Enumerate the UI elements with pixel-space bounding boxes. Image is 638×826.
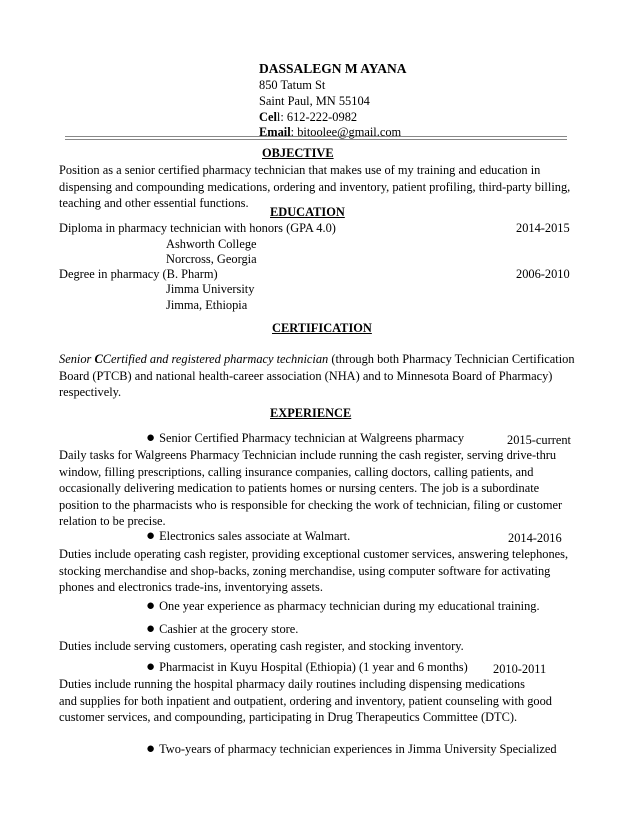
job-title: ● Cashier at the grocery store.: [146, 621, 299, 637]
education-location: Norcross, Georgia: [166, 252, 257, 266]
bullet-icon: ●: [146, 621, 156, 637]
certification-heading: CERTIFICATION: [272, 321, 372, 335]
job-description: Duties include running the hospital pharmacy daily routines including dispensing medications and supplies for both inpatient and outpatient, ordering and inventory, patient counseling with good customer services, and compounding, participating in Drug Therapeutics Committee (DTC).: [59, 677, 552, 725]
header-divider-2: [65, 139, 567, 140]
bullet-icon: ●: [146, 598, 156, 614]
cert-line1-rest: (through both Pharmacy Technician Certification: [328, 352, 575, 366]
bullet-icon: ●: [146, 659, 156, 675]
job-years: 2014-2016: [508, 531, 562, 545]
bullet-icon: ●: [146, 741, 156, 757]
address-line-1: 850 Tatum St: [259, 78, 326, 92]
address-line-2: Saint Paul, MN 55104: [259, 94, 370, 108]
job-years: 2010-2011: [493, 662, 547, 676]
education-school: Ashworth College: [166, 237, 257, 251]
certification-line: [59, 351, 579, 368]
certification-line: respectively.: [59, 385, 122, 400]
education-heading: EDUCATION: [270, 205, 345, 219]
experience-heading: EXPERIENCE: [270, 406, 352, 420]
job-title: ● Electronics sales associate at Walmart.: [146, 528, 351, 544]
job-title: ● Senior Certified Pharmacy technician at Walgreens pharmacy: [146, 430, 465, 446]
email-label: Email: [259, 125, 291, 139]
cert-italic-c: C: [94, 352, 103, 366]
education-degree: Diploma in pharmacy technician with honors (GPA 4.0): [59, 221, 336, 235]
applicant-name: DASSALEGN M AYANA: [259, 61, 407, 76]
objective-line: teaching and other essential functions.: [59, 196, 249, 211]
certification-line: Board (PTCB) and national health-career association (NHA) and to Minnesota Board of Pharmacy): [59, 368, 553, 383]
bullet-icon: ●: [146, 528, 156, 544]
objective-line: Position as a senior certified pharmacy technician that makes use of my training and education in: [59, 163, 541, 177]
email-value: : bitoolee@gmail.com: [290, 125, 402, 139]
education-location: Jimma, Ethiopia: [166, 298, 248, 312]
objective-line: dispensing and compounding medications, ordering and inventory, patient profiling, third-party billing,: [59, 179, 571, 194]
header-divider: [65, 136, 567, 137]
job-title: ● One year experience as pharmacy technician during my educational training.: [146, 598, 540, 614]
education-years: 2006-2010: [516, 267, 570, 281]
job-description: Duties include serving customers, operating cash register, and stocking inventory.: [59, 639, 464, 653]
education-school: Jimma University: [166, 282, 255, 296]
bullet-icon: ●: [146, 430, 156, 446]
job-title: ● Pharmacist in Kuyu Hospital (Ethiopia) (1 year and 6 months): [146, 659, 468, 675]
cert-italic-a: Senior: [59, 352, 95, 366]
phone-value: l: 612-222-0982: [276, 110, 358, 124]
cert-italic-b: Certified and registered pharmacy technician: [102, 352, 329, 366]
job-description: Daily tasks for Walgreens Pharmacy Technician include running the cash register, serving drive-thru window, filling prescriptions, calling insurance companies, calling doctors, calling patients, and occasionally delivering medication to patients homes or nursing centers. The job is a subordinate position to the pharmacists who is responsible for checking the work of technician, filing or customer relation to be precise.: [59, 448, 563, 529]
education-years: 2014-2015: [516, 221, 570, 235]
objective-heading: OBJECTIVE: [262, 146, 334, 160]
job-description: Duties include operating cash register, providing exceptional customer services, answering telephones, stocking merchandise and shop-backs, zoning merchandise, using computer software for activating phones and electronics trade-ins, inventorying assets.: [59, 547, 569, 595]
education-degree: Degree in pharmacy (B. Pharm): [59, 267, 218, 281]
phone-label: Cel: [259, 110, 277, 124]
certification-text: [59, 351, 579, 401]
job-title: ● Two-years of pharmacy technician experiences in Jimma University Specialized: [146, 741, 557, 757]
job-years: 2015-current: [507, 433, 571, 447]
